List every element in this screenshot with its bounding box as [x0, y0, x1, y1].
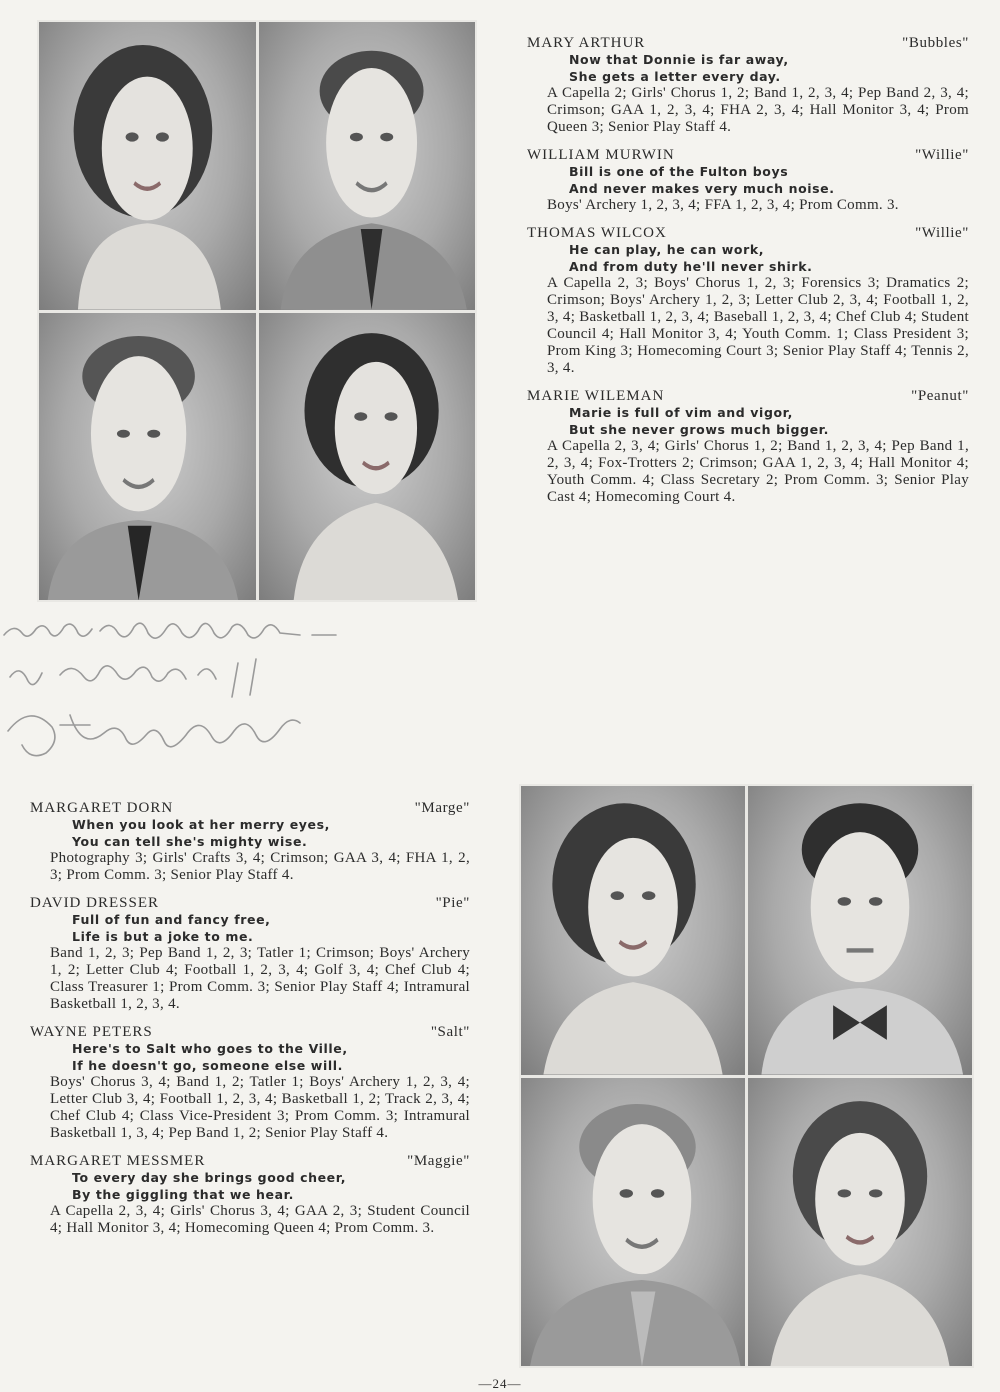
portrait-photo [259, 22, 476, 310]
verse-line: To every day she brings good cheer, [72, 1170, 347, 1185]
portrait-photo [39, 22, 256, 310]
senior-name: WILLIAM MURWIN [527, 147, 675, 163]
senior-activities: Photography 3; Girls' Crafts 3, 4; Crimson; GAA 3, 4; FHA 1, 2, 3; Prom Comm. 3; Senior Play Staff 4. [50, 850, 470, 883]
verse-line: And never makes very much noise. [569, 180, 835, 196]
senior-nickname: "Maggie" [407, 1153, 470, 1169]
senior-name: MARIE WILEMAN [527, 388, 665, 404]
senior-nickname: "Willie" [915, 147, 969, 163]
verse-line: If he doesn't go, someone else will. [72, 1057, 343, 1073]
female-portrait-icon [259, 313, 476, 601]
senior-name: MARY ARTHUR [527, 35, 646, 51]
senior-nickname: "Pie" [435, 895, 470, 911]
verse-line: Life is but a joke to me. [72, 928, 254, 944]
portrait-photo [39, 313, 256, 601]
verse-line: She gets a letter every day. [569, 68, 781, 84]
senior-bios-bottom [30, 800, 470, 1248]
senior-nickname: "Salt" [430, 1024, 470, 1040]
senior-entry [30, 800, 470, 884]
senior-activities: A Capella 2, 3, 4; Girls' Chorus 1, 2; Band 1, 2, 3, 4; Pep Band 1, 2, 3, 4; Fox-Trotters 2; Crimson; GAA 1, 2, 3, 4; Hall Monitor 4; Youth Comm. 4; Class Secretary 2; Prom Comm. 3; Senior Play Cast 4; Homecoming Court 4. [547, 438, 969, 505]
photo-grid-bottom [519, 784, 974, 1368]
portrait-photo [521, 1078, 745, 1367]
page-number: —24— [478, 1376, 522, 1391]
senior-name: MARGARET DORN [30, 800, 174, 816]
female-portrait-icon [521, 786, 745, 1075]
male-portrait-icon [748, 786, 972, 1075]
senior-name: THOMAS WILCOX [527, 225, 667, 241]
senior-entry [527, 388, 969, 506]
male-portrait-icon [259, 22, 476, 310]
senior-nickname: "Bubbles" [902, 35, 969, 51]
senior-entry [527, 147, 969, 214]
senior-verse [527, 405, 969, 438]
female-portrait-icon [748, 1078, 972, 1367]
senior-activities: A Capella 2; Girls' Chorus 1, 2; Band 1, 2, 3, 4; Pep Band 2, 3, 4; Crimson; GAA 1, 2, 3, 4; FHA 2, 3, 4; Hall Monitor 3, 4; Prom Queen 3; Senior Play Staff 4. [547, 85, 969, 135]
verse-line: Full of fun and fancy free, [72, 912, 271, 927]
senior-nickname: "Peanut" [911, 388, 969, 404]
senior-verse [527, 52, 969, 85]
senior-verse [30, 817, 470, 850]
verse-line: Now that Donnie is far away, [569, 52, 789, 67]
senior-entry [527, 35, 969, 136]
senior-bios-top [527, 35, 969, 517]
male-portrait-icon [521, 1078, 745, 1367]
senior-entry [30, 1153, 470, 1237]
verse-line: When you look at her merry eyes, [72, 817, 331, 832]
senior-activities: Boys' Chorus 3, 4; Band 1, 2; Tatler 1; Boys' Archery 1, 2, 3, 4; Letter Club 3, 4; Football 1, 2, 3, 4; Basketball 1, 2; Track 2, 3, 4; Chef Club 4; Class Vice-President 3; Prom Comm. 3; Intramural Basketball 1, 3, 4; Pep Band 1, 2; Senior Play Staff 4. [50, 1074, 470, 1141]
senior-activities: A Capella 2, 3, 4; Girls' Chorus 3, 4; GAA 2, 3; Student Council 4; Hall Monitor 3, 4; Homecoming Queen 4; Prom Comm. 3. [50, 1203, 470, 1236]
verse-line: He can play, he can work, [569, 242, 765, 257]
senior-name: WAYNE PETERS [30, 1024, 153, 1040]
portrait-photo [748, 786, 972, 1075]
verse-line: You can tell she's mighty wise. [72, 833, 308, 849]
senior-activities: Band 1, 2, 3; Pep Band 1, 2, 3; Tatler 1; Crimson; Boys' Archery 1, 2; Letter Club 4; Football 1, 2, 3, 4; Golf 3, 4; Chef Club 4; Class Treasurer 1; Prom Comm. 3; Senior Play Staff 4; Intramural Basketball 1, 2, 3, 4. [50, 945, 470, 1012]
verse-line: And from duty he'll never shirk. [569, 258, 813, 274]
senior-verse [527, 242, 969, 275]
verse-line: Bill is one of the Fulton boys [569, 164, 789, 179]
portrait-photo [521, 786, 745, 1075]
verse-line: By the giggling that we hear. [72, 1186, 294, 1202]
senior-verse [30, 912, 470, 945]
senior-name: MARGARET MESSMER [30, 1153, 206, 1169]
senior-verse [30, 1041, 470, 1074]
portrait-photo [259, 313, 476, 601]
senior-verse [527, 164, 969, 197]
senior-name: DAVID DRESSER [30, 895, 159, 911]
senior-entry [527, 225, 969, 377]
senior-nickname: "Marge" [414, 800, 470, 816]
verse-line: Marie is full of vim and vigor, [569, 405, 793, 420]
verse-line: But she never grows much bigger. [569, 421, 830, 437]
senior-activities: Boys' Archery 1, 2, 3, 4; FFA 1, 2, 3, 4; Prom Comm. 3. [547, 197, 899, 213]
female-portrait-icon [39, 22, 256, 310]
male-portrait-icon [39, 313, 256, 601]
senior-entry [30, 895, 470, 1013]
photo-grid-top [37, 20, 477, 602]
senior-entry [30, 1024, 470, 1142]
handwritten-signature [0, 605, 370, 775]
verse-line: Here's to Salt who goes to the Ville, [72, 1041, 348, 1056]
senior-nickname: "Willie" [915, 225, 969, 241]
senior-activities: A Capella 2, 3; Boys' Chorus 1, 2, 3; Forensics 3; Dramatics 2; Crimson; Boys' Archery 1, 2, 3; Letter Club 2, 3, 4; Football 1, 2, 3, 4; Basketball 1, 2, 3, 4; Baseball 1, 2, 3, 4; Chef Club 4; Student Council 4; Hall Monitor 3, 4; Youth Comm. 1; Class President 3; Prom King 3; Homecoming Court 3; Senior Play Staff 4; Tennis 2, 3, 4. [547, 275, 969, 376]
portrait-photo [748, 1078, 972, 1367]
senior-verse [30, 1170, 470, 1203]
